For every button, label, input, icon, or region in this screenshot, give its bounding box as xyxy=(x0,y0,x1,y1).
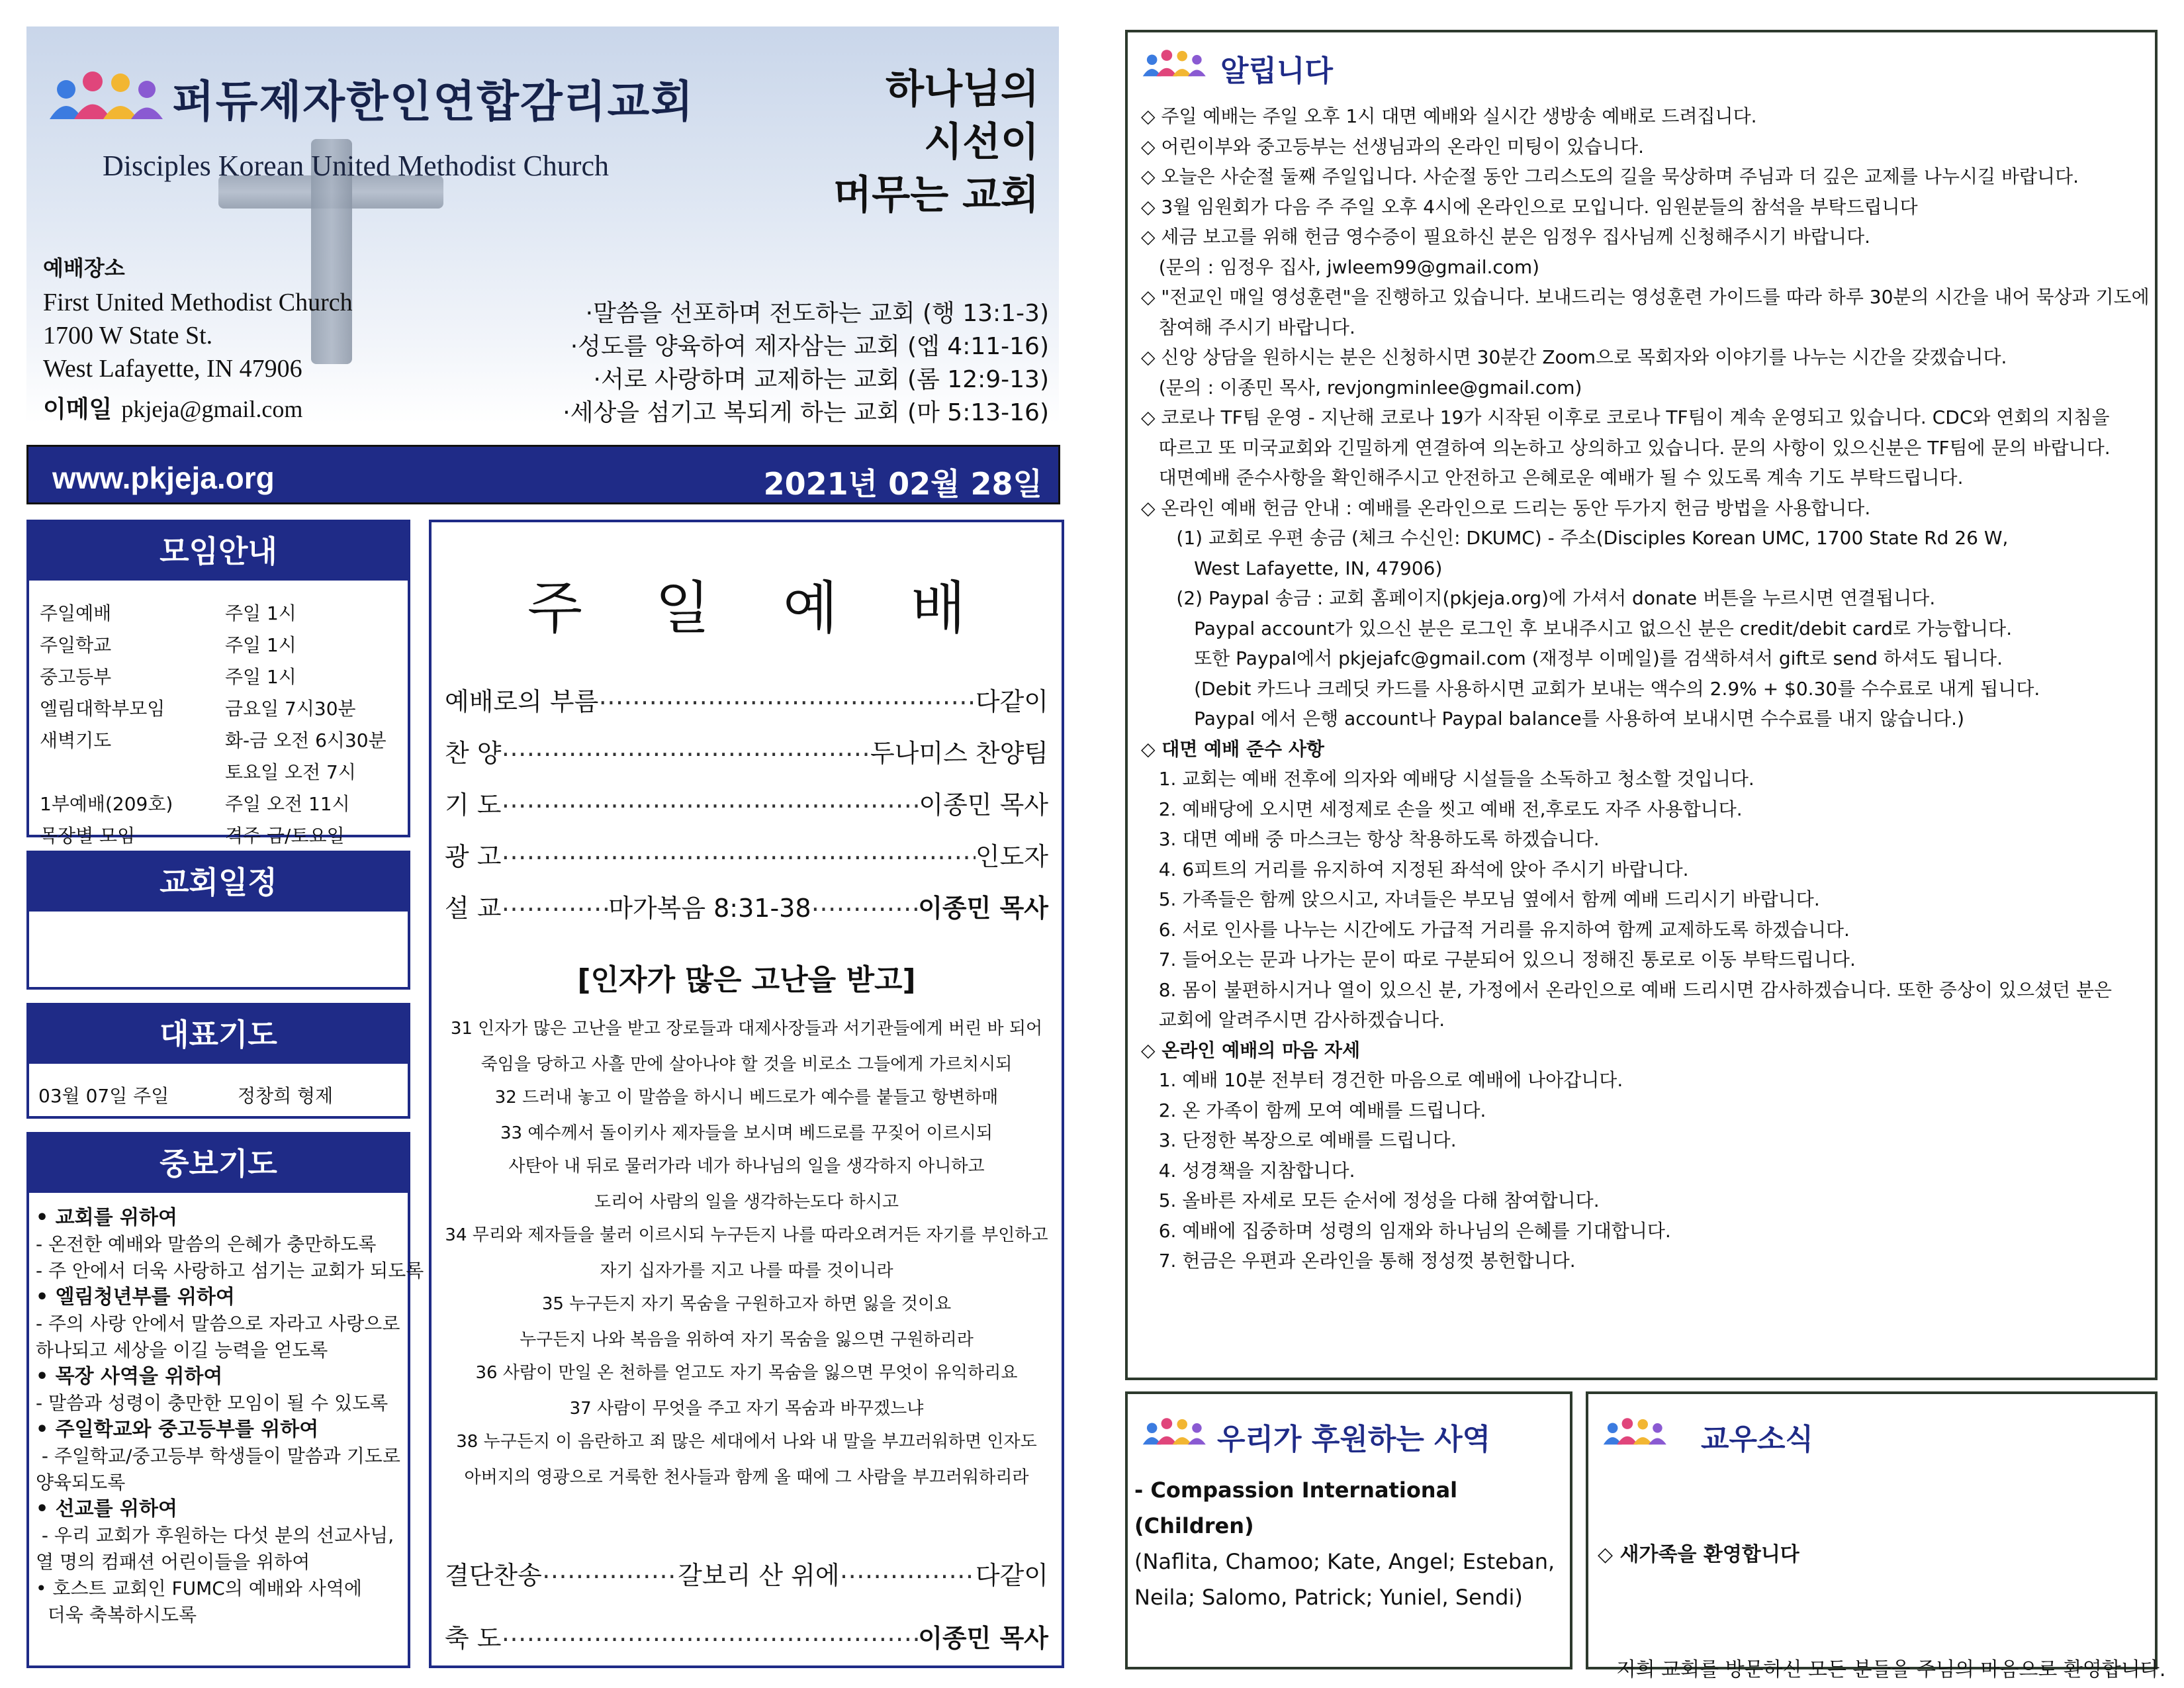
url-date-bar xyxy=(26,445,1060,504)
notice-line: 참여해 주시기 바랍니다. xyxy=(1141,316,1355,338)
notice-line: 3. 단정한 복장으로 예배를 드립니다. xyxy=(1141,1129,1457,1151)
prayer-line: • 선교를 위하여 xyxy=(36,1497,177,1521)
order-row xyxy=(445,784,1048,821)
notice-line: 5. 가족들은 함께 앉으시고, 자녀들은 부모님 옆에서 함께 예배 드리시기 바랍니다. xyxy=(1141,888,1820,910)
prayer-line: - 온전한 예배와 말씀의 은혜가 충만하도록 xyxy=(36,1233,377,1255)
notice-line: (1) 교회로 우편 송금 (체크 수신인: DKUMC) - 주소(Disciples Korean UMC, 1700 State Rd 26 W, xyxy=(1141,527,2009,549)
notice-line: ◇ 코로나 TF팀 운영 - 지난해 코로나 19가 시작된 이후로 코로나 TF팀이 계속 운영되고 있습니다. CDC와 연회의 지침을 xyxy=(1141,406,2110,428)
leader-dots xyxy=(502,836,976,872)
notice-line: ◇ 세금 보고를 위해 헌금 영수증이 필요하신 분은 임정우 집사님께 신청해주시기 바랍니다. xyxy=(1141,226,1871,248)
notice-line: 2. 온 가족이 함께 모여 예배를 드립니다. xyxy=(1141,1099,1486,1121)
tagline-line: 시선이 xyxy=(924,119,1039,165)
meeting-time: 금요일 7시30분 xyxy=(225,698,356,720)
verse-line: 도리어 사람의 일을 생각하는도다 하시고 xyxy=(594,1192,899,1212)
member-news-box xyxy=(1586,1391,2166,1681)
worship-order-box xyxy=(429,520,1064,1668)
prayer-line: • 호스트 교회인 FUMC의 예배와 사역에 xyxy=(36,1577,362,1599)
meeting-time: 화-금 오전 6시30분 xyxy=(225,729,387,751)
notice-line: 1. 교회는 예배 전후에 의자와 예배당 시설들을 소독하고 청소할 것입니다. xyxy=(1141,768,1754,790)
meeting-name: 1부예배(209호) xyxy=(40,793,173,815)
meetings-table xyxy=(40,596,387,851)
prayer-line: 하나되고 세상을 이길 능력을 얻도록 xyxy=(36,1339,328,1361)
verse-line: 자기 십자가를 지고 나를 따를 것이니라 xyxy=(600,1261,893,1281)
order-leader: 두나미스 찬양팀 xyxy=(870,739,1048,768)
meeting-time: 주일 1시 xyxy=(225,666,296,688)
church-name-korean: 퍼듀제자한인연합감리교회 xyxy=(172,75,695,127)
email-link[interactable]: pkjeja@gmail.com xyxy=(121,396,303,422)
order-label: 축 도 xyxy=(445,1624,502,1653)
meeting-row xyxy=(40,819,387,851)
verse-line: 36 사람이 만일 온 천하를 얻고도 자기 목숨을 잃으면 무엇이 유익하리요 xyxy=(475,1363,1018,1383)
tagline-line: 하나님의 xyxy=(886,66,1039,113)
support-title: 우리가 후원하는 사역 xyxy=(1217,1423,1491,1456)
prayer-line: 더욱 축복하시도록 xyxy=(36,1604,197,1626)
notice-line: ◇ "전교인 매일 영성훈련"을 진행하고 있습니다. 보내드리는 영성훈련 가이드를 따라 하루 30분의 시간을 내어 묵상과 기도에 xyxy=(1141,286,2150,308)
order-label: 설 교 xyxy=(445,894,502,923)
notice-line: ◇ 온라인 예배의 마음 자세 xyxy=(1141,1039,1361,1061)
meeting-row xyxy=(40,692,387,724)
meeting-name: 새벽기도 xyxy=(40,729,112,751)
order-label: 결단찬송 xyxy=(445,1561,542,1590)
meeting-time: 주일 1시 xyxy=(225,634,296,656)
notice-line: 7. 헌금은 우편과 온라인을 통해 정성껏 봉헌합니다. xyxy=(1141,1250,1576,1272)
meetings-box xyxy=(26,520,410,847)
prayer-line: • 주일학교와 중고등부를 위하여 xyxy=(36,1418,319,1441)
prayer-line: - 말씀과 성령이 충만한 모임이 될 수 있도록 xyxy=(36,1392,388,1414)
leader-dots xyxy=(502,1618,919,1654)
church-logo-icon xyxy=(46,63,165,122)
rep-prayer-title: 대표기도 xyxy=(29,1006,408,1064)
notice-line: ◇ 온라인 예배 헌금 안내 : 예배를 온라인으로 드리는 동안 두가지 헌금 방법을 사용합니다. xyxy=(1141,496,1871,519)
verse-line: 죽임을 당하고 사흘 만에 살아나야 할 것을 비로소 그들에게 가르치시되 xyxy=(480,1055,1013,1074)
intercession-title: 중보기도 xyxy=(29,1135,408,1193)
notice-line: 또한 Paypal에서 pkjejafc@gmail.com (재정부 이메일)를 검색하셔서 gift로 send 하셔도 됩니다. xyxy=(1141,647,2003,669)
order-row xyxy=(445,733,1048,769)
order-detail: 갈보리 산 위에 xyxy=(678,1561,840,1590)
prayer-line: • 엘림청년부를 위하여 xyxy=(36,1286,235,1309)
leader-dots xyxy=(840,1555,976,1591)
notices-logo-icon xyxy=(1141,44,1207,81)
prayer-line: - 주일학교/중고등부 학생들이 말씀과 기도로 xyxy=(36,1445,400,1467)
notice-line: ◇ 대면 예배 준수 사항 xyxy=(1141,737,1324,760)
verse-line: 37 사람이 무엇을 주고 자기 목숨과 바꾸겠느냐 xyxy=(569,1399,924,1419)
notice-line: 4. 성경책을 지참합니다. xyxy=(1141,1159,1355,1182)
leader-dots xyxy=(598,681,976,718)
meeting-row xyxy=(40,660,387,692)
worship-title: 주일예배 xyxy=(527,575,1039,641)
verse-line: 아버지의 영광으로 거룩한 천사들과 함께 올 때에 그 사람을 부끄러워하리라 xyxy=(464,1468,1029,1487)
news-line: ◇ 새가족을 환영합니다 xyxy=(1598,1543,1799,1566)
meeting-name: 주일예배 xyxy=(40,602,112,624)
notice-line: 따르고 또 미국교회와 긴밀하게 연결하여 의논하고 상의하고 있습니다. 문의 사항이 있으신분은 TF팀에 문의 바랍니다. xyxy=(1141,436,2111,459)
notice-line: 3. 대면 예배 중 마스크는 항상 착용하도록 하겠습니다. xyxy=(1141,828,1600,850)
email-label: 이메일 xyxy=(43,396,113,423)
sermon-title: [인자가 많은 고난을 받고] xyxy=(577,963,916,997)
verse-line: 35 누구든지 자기 목숨을 구원하고자 하면 잃을 것이요 xyxy=(541,1294,952,1314)
rep-prayer-date: 03월 07일 주일 xyxy=(38,1085,169,1107)
meeting-time: 주일 오전 11시 xyxy=(225,793,350,815)
leader-dots xyxy=(502,784,919,821)
notice-line: 대면예배 준수사항을 확인해주시고 안전하고 은혜로운 예배가 될 수 있도록 계속 기도 부탁드립니다. xyxy=(1141,467,1964,489)
notices-box xyxy=(1125,30,2158,1380)
meeting-time: 토요일 오전 7시 xyxy=(225,761,356,783)
notice-line: 5. 올바른 자세로 모든 순서에 정성을 다해 참여합니다. xyxy=(1141,1190,1600,1211)
prayer-line: • 목장 사역을 위하여 xyxy=(36,1365,223,1388)
prayer-line: • 교회를 위하여 xyxy=(36,1206,177,1229)
meeting-name: 주일학교 xyxy=(40,634,112,656)
order-row xyxy=(445,1555,1048,1591)
meeting-row xyxy=(40,596,387,628)
news-logo-icon xyxy=(1602,1413,1668,1450)
rep-prayer-box xyxy=(26,1003,410,1119)
order-row xyxy=(445,681,1048,718)
verse-line: 사탄아 내 뒤로 물러가라 네가 하나님의 일을 생각하지 아니하고 xyxy=(508,1156,985,1176)
verse-line: 32 드러내 놓고 이 말씀을 하시니 베드로가 예수를 붙들고 항변하매 xyxy=(494,1088,999,1107)
notice-line: West Lafayette, IN, 47906) xyxy=(1141,557,1443,579)
order-leader: 다같이 xyxy=(975,687,1048,716)
meeting-time: 격주 금/토요일 xyxy=(225,825,345,847)
rep-prayer-name: 정창희 형제 xyxy=(238,1085,334,1107)
meetings-title: 모임안내 xyxy=(29,522,408,581)
news-line: 저희 교회를 방문하신 모든 분들을 주님의 마음으로 환영합니다. xyxy=(1598,1658,2166,1681)
notice-line: Paypal 에서 은행 account나 Paypal balance를 사용하여 보내시면 수수료를 내지 않습니다.) xyxy=(1141,708,1965,729)
meeting-name: 목장별 모임 xyxy=(40,825,136,847)
order-label: 광 고 xyxy=(445,842,502,871)
bulletin-date: 2021년 02월 28일 xyxy=(763,466,1042,502)
meeting-time: 주일 1시 xyxy=(225,602,296,624)
verse-line: 38 누구든지 이 음란하고 죄 많은 세대에서 나와 내 말을 부끄러워하면 인자도 xyxy=(456,1432,1037,1452)
prayer-line: 열 명의 컴패션 어린이들을 위하여 xyxy=(36,1551,310,1573)
notice-line: (문의 : 이종민 목사, revjongminlee@gmail.com) xyxy=(1141,376,1582,399)
meeting-row xyxy=(40,628,387,660)
vision-line: ·서로 사랑하며 교제하는 교회 (롬 12:9-13) xyxy=(593,366,1049,393)
notice-line: ◇ 오늘은 사순절 둘째 주일입니다. 사순절 동안 그리스도의 길을 묵상하며 주님과 더 깊은 교제를 나누시길 바랍니다. xyxy=(1141,165,2079,187)
order-label: 기 도 xyxy=(445,790,502,820)
support-box xyxy=(1125,1391,1572,1669)
meeting-name: 엘림대학부모임 xyxy=(40,698,165,720)
verse-line: 34 무리와 제자들을 불러 이르시되 누구든지 나를 따라오려거든 자기를 부인하고 xyxy=(445,1225,1048,1245)
notice-line: 4. 6피트의 거리를 유지하여 지정된 좌석에 앉아 주시기 바랍니다. xyxy=(1141,858,1689,880)
notice-line: (문의 : 임정우 집사, jwleem99@gmail.com) xyxy=(1141,256,1540,278)
prayer-line: - 주 안에서 더욱 사랑하고 섬기는 교회가 되도록 xyxy=(36,1260,424,1282)
order-leader: 인도자 xyxy=(975,842,1048,871)
order-row xyxy=(445,888,1048,924)
email-row xyxy=(43,391,302,424)
leader-dots xyxy=(502,888,609,924)
notice-line: 7. 들어오는 문과 나가는 문이 따로 구분되어 있으니 정해진 통로로 이동 부탁드립니다. xyxy=(1141,949,1856,970)
support-list xyxy=(1134,1472,1570,1615)
verse-line: 33 예수께서 돌이키사 제자들을 보시며 베드로를 꾸짖어 이르시되 xyxy=(500,1123,993,1143)
notice-line: (Debit 카드나 크레딧 카드를 사용하시면 교회가 보내는 액수의 2.9% + $0.30를 수수료로 내게 됩니다. xyxy=(1141,677,2040,700)
order-detail: 마가복음 8:31-38 xyxy=(608,894,811,923)
order-leader: 다같이 xyxy=(975,1561,1049,1590)
notice-line: 교회에 알려주시면 감사하겠습니다. xyxy=(1141,1009,1445,1031)
tagline-line: 머무는 교회 xyxy=(833,172,1039,218)
vision-line: ·성도를 양육하여 제자삼는 교회 (엡 4:11-16) xyxy=(570,333,1049,360)
tagline xyxy=(821,63,1039,222)
notice-line: 6. 서로 인사를 나누는 시간에도 가급적 거리를 유지하여 함께 교제하도록 하겠습니다. xyxy=(1141,918,1850,941)
notice-line: ◇ 주일 예배는 주일 오후 1시 대면 예배와 실시간 생방송 예배로 드려집니다. xyxy=(1141,105,1757,127)
church-name-english: Disciples Korean United Methodist Church xyxy=(103,150,609,182)
support-logo-icon xyxy=(1141,1413,1207,1450)
venue-line: First United Methodist Church xyxy=(43,289,353,316)
order-leader: 이종민 목사 xyxy=(918,1624,1048,1653)
order-leader: 이종민 목사 xyxy=(918,894,1048,923)
website-link[interactable]: www.pkjeja.org xyxy=(52,461,275,495)
notice-line: ◇ 3월 임원회가 다음 주 주일 오후 4시에 온라인으로 모입니다. 임원분들의 참석을 부탁드립니다 xyxy=(1141,195,1918,218)
leader-dots xyxy=(542,1555,678,1591)
notices-title: 알립니다 xyxy=(1220,54,1334,88)
support-line: - Compassion International (Children) xyxy=(1134,1477,1458,1538)
meeting-row xyxy=(40,724,387,755)
prayer-line: 양육되도록 xyxy=(36,1472,126,1493)
vision-line: ·말씀을 선포하며 전도하는 교회 (행 13:1-3) xyxy=(585,300,1049,327)
news-title: 교우소식 xyxy=(1701,1423,1814,1456)
calendar-box xyxy=(26,851,410,990)
notice-line: (2) Paypal 송금 : 교회 홈페이지(pkjeja.org)에 가셔서 donate 버튼을 누르시면 연결됩니다. xyxy=(1141,587,1936,609)
prayer-line: - 주의 사랑 안에서 말씀으로 자라고 사랑으로 xyxy=(36,1313,400,1335)
order-label: 찬 양 xyxy=(445,739,502,768)
notice-line: ◇ 어린이부와 중고등부는 선생님과의 온라인 미팅이 있습니다. xyxy=(1141,135,1645,158)
notice-line: 2. 예배당에 오시면 세정제로 손을 씻고 예배 전,후로도 자주 사용합니다. xyxy=(1141,798,1743,820)
meeting-row xyxy=(40,787,387,819)
verse-line: 누구든지 나와 복음을 위하여 자기 목숨을 잃으면 구원하리라 xyxy=(520,1330,974,1350)
notice-line: 1. 예배 10분 전부터 경건한 마음으로 예배에 나아갑니다. xyxy=(1141,1069,1623,1091)
notice-line: ◇ 신앙 상담을 원하시는 분은 신청하시면 30분간 Zoom으로 목회자와 이야기를 나누는 시간을 갖겠습니다. xyxy=(1141,346,2007,368)
order-leader: 이종민 목사 xyxy=(919,790,1048,820)
meeting-name: 중고등부 xyxy=(40,666,112,688)
notice-line: Paypal account가 있으신 분은 로그인 후 보내주시고 없으신 분은 credit/debit card로 가능합니다. xyxy=(1141,617,2013,639)
order-row xyxy=(445,836,1048,872)
intercession-box xyxy=(26,1132,424,1668)
news-list xyxy=(1598,1459,2165,1688)
venue-line: West Lafayette, IN 47906 xyxy=(43,355,302,383)
support-line: (Naflita, Chamoo; Kate, Angel; Esteban, xyxy=(1134,1549,1555,1574)
intercession-list xyxy=(29,1193,424,1628)
vision-line: ·세상을 섬기고 복되게 하는 교회 (마 5:13-16) xyxy=(563,399,1049,426)
meeting-row xyxy=(40,755,387,787)
leader-dots xyxy=(811,888,919,924)
order-label: 예배로의 부름 xyxy=(445,687,599,716)
notice-line: 8. 몸이 불편하시거나 열이 있으신 분, 가정에서 온라인으로 예배 드리시면 감사하겠습니다. 또한 증상이 있으셨던 분은 xyxy=(1141,978,2113,1001)
venue-line: 1700 W State St. xyxy=(43,322,213,350)
meeting-name xyxy=(40,755,225,787)
leader-dots xyxy=(502,733,870,769)
venue-label: 예배장소 xyxy=(43,256,125,281)
verse-line: 31 인자가 많은 고난을 받고 장로들과 대제사장들과 서기관들에게 버린 바 되어 xyxy=(450,1019,1043,1039)
notice-line: 6. 예배에 집중하며 성령의 임재와 하나님의 은혜를 기대합니다. xyxy=(1141,1219,1671,1242)
order-row xyxy=(445,1618,1048,1654)
calendar-title: 교회일정 xyxy=(29,853,408,912)
prayer-line: - 우리 교회가 후원하는 다섯 분의 선교사님, xyxy=(36,1524,394,1546)
support-line: Neila; Salomo, Patrick; Yuniel, Sendi) xyxy=(1134,1585,1523,1610)
